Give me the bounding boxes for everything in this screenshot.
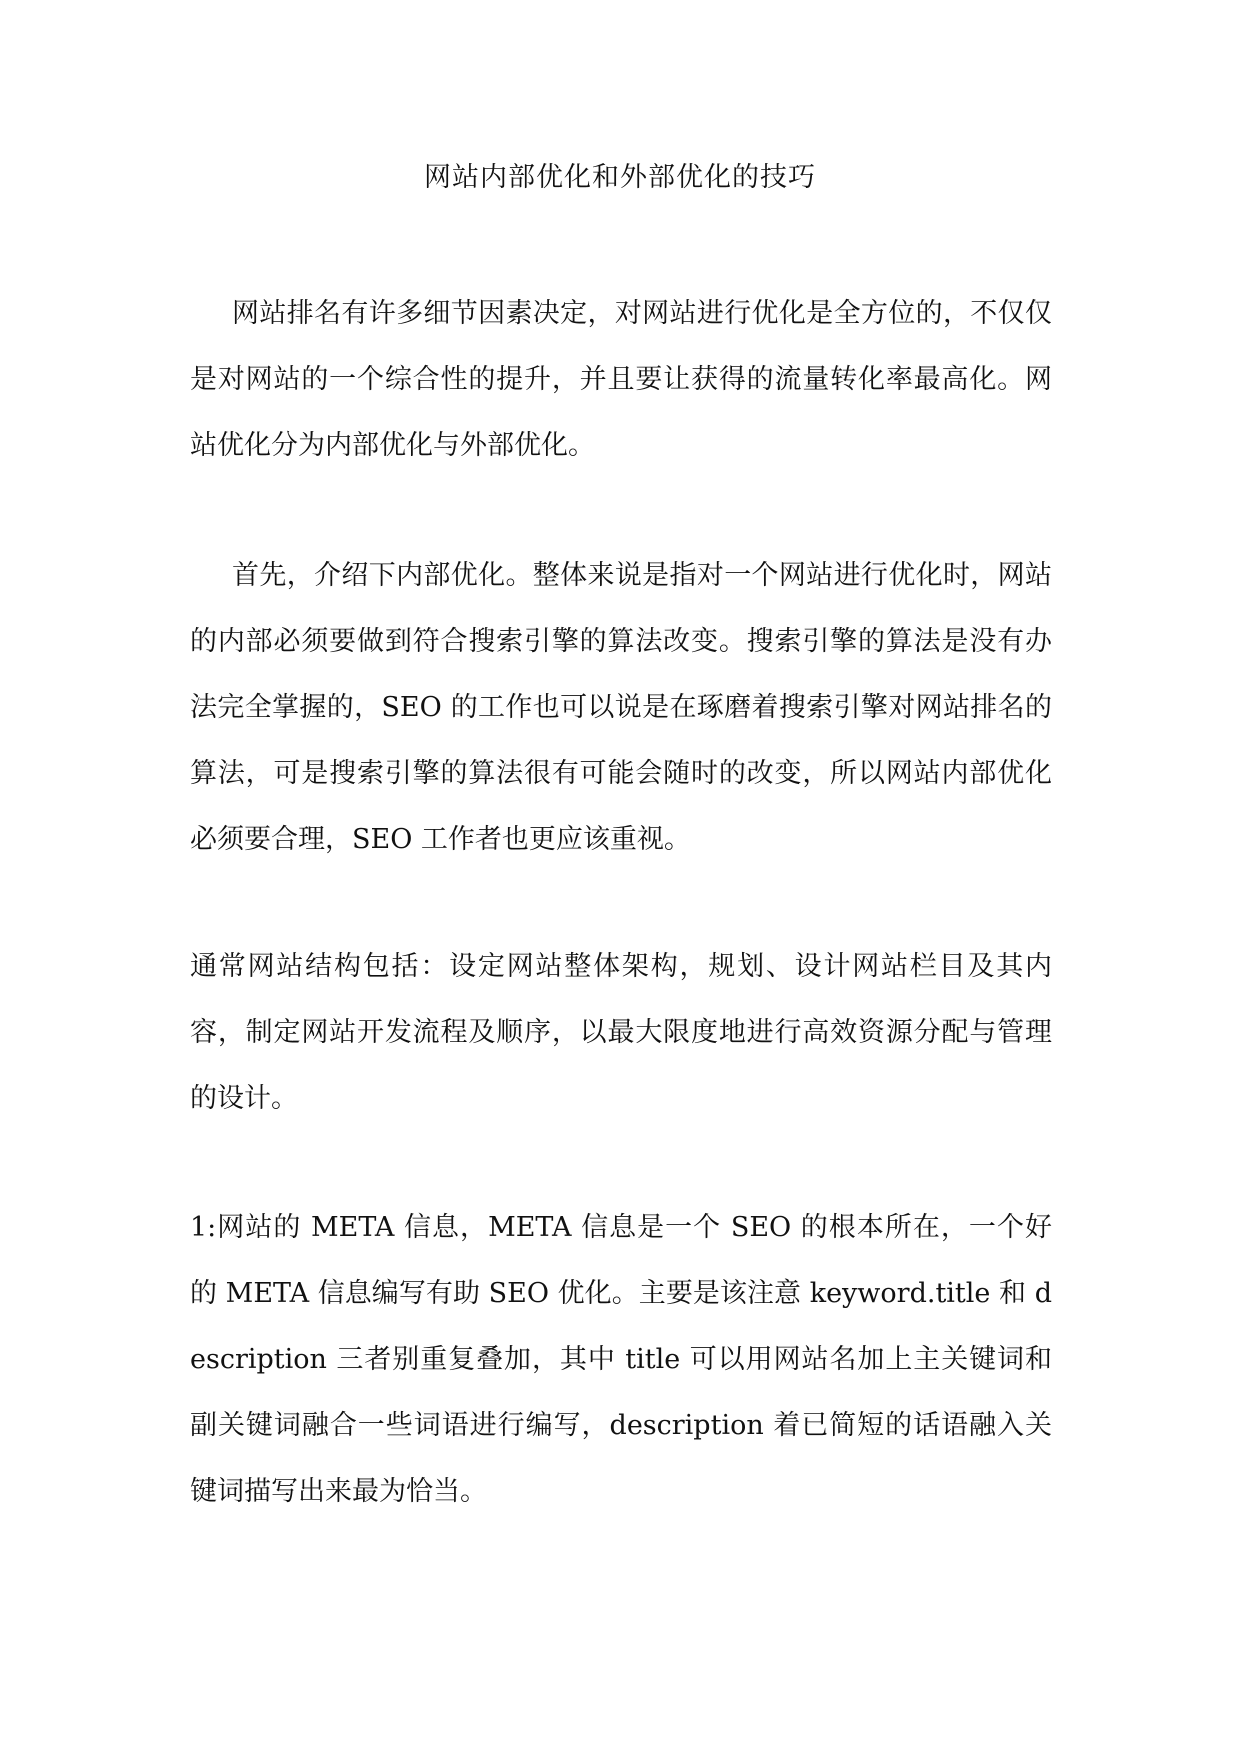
paragraph-internal-optimization: 首先，介绍下内部优化。整体来说是指对一个网站进行优化时，网站的内部必须要做到符合搜索引擎的算法改变。搜索引擎的算法是没有办法完全掌握的，SEO 的工作也可以说是在琢磨着搜索引擎对网站排名的算法，可是搜索引擎的算法很有可能会随时的改变，所以网站内部优化必须要合理，SEO 工作者也更应该重视。: [190, 560, 1052, 855]
document-title: 网站内部优化和外部优化的技巧: [424, 162, 816, 193]
paragraph-meta-info: 1:网站的 META 信息，META 信息是一个 SEO 的根本所在，一个好的 META 信息编写有助 SEO 优化。主要是该注意 keyword.title 和 description 三者别重复叠加，其中 title 可以用网站名加上主关键词和副关键词融合一些词语进行编写，description 着已简短的话语融入关键词描写出来最为恰当。: [190, 1212, 1052, 1507]
paragraph-site-structure: 通常网站结构包括：设定网站整体架构，规划、设计网站栏目及其内容，制定网站开发流程及顺序，以最大限度地进行高效资源分配与管理的设计。: [190, 951, 1052, 1114]
paragraph-intro: 网站排名有许多细节因素决定，对网站进行优化是全方位的，不仅仅是对网站的一个综合性的提升，并且要让获得的流量转化率最高化。网站优化分为内部优化与外部优化。: [190, 298, 1052, 461]
